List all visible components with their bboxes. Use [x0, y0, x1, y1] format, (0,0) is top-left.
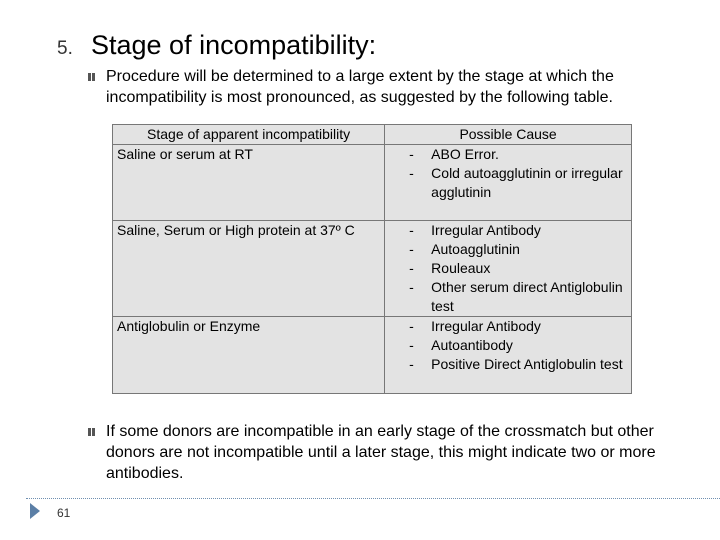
table-header-row: [113, 125, 632, 145]
table-cell-cause: [385, 317, 632, 394]
section-number: 5.: [57, 38, 73, 59]
table-row: [113, 145, 632, 221]
table-cell-cause: [385, 145, 632, 221]
list-item: - Rouleaux: [417, 259, 627, 278]
table-header-cause: Possible Cause: [385, 125, 632, 145]
table-row: [113, 317, 632, 394]
slide-title: Stage of incompatibility:: [91, 30, 377, 60]
bullet-item: [88, 421, 688, 487]
table-cell-cause: [385, 221, 632, 317]
bullet-text: Procedure will be determined to a large extent by the stage at which the incompatibility is most pronounced, as suggested by the following table.: [106, 68, 614, 106]
table-header-stage: Stage of apparent incompatibility: [113, 125, 385, 145]
bullet-item: [88, 66, 688, 110]
list-item: - Positive Direct Antiglobulin test: [417, 355, 627, 374]
list-item: - ABO Error.: [417, 145, 627, 164]
page-number: 61: [57, 506, 71, 520]
list-item: - Other serum direct Antiglobulin test: [417, 278, 627, 316]
bullet-text: If some donors are incompatible in an early stage of the crossmatch but other donors are not incompatible until a later stage, this might indicate two or more antibodies.: [106, 423, 656, 482]
table-cell-stage: Saline or serum at RT: [113, 145, 385, 221]
list-item: - Irregular Antibody: [417, 317, 627, 336]
list-item: - Autoantibody: [417, 336, 627, 355]
list-item: - Cold autoagglutinin or irregular agglutinin: [417, 164, 627, 202]
list-item: - Autoagglutinin: [417, 240, 627, 259]
bullet-icon: [88, 428, 96, 436]
footer-triangle-icon: [30, 503, 40, 519]
list-item: - Irregular Antibody: [417, 221, 627, 240]
incompatibility-table: [112, 124, 632, 394]
table-row: [113, 221, 632, 317]
footer-divider: [26, 498, 720, 499]
bullet-icon: [88, 73, 96, 81]
table-cell-stage: Saline, Serum or High protein at 37º C: [113, 221, 385, 317]
table-cell-stage: Antiglobulin or Enzyme: [113, 317, 385, 394]
